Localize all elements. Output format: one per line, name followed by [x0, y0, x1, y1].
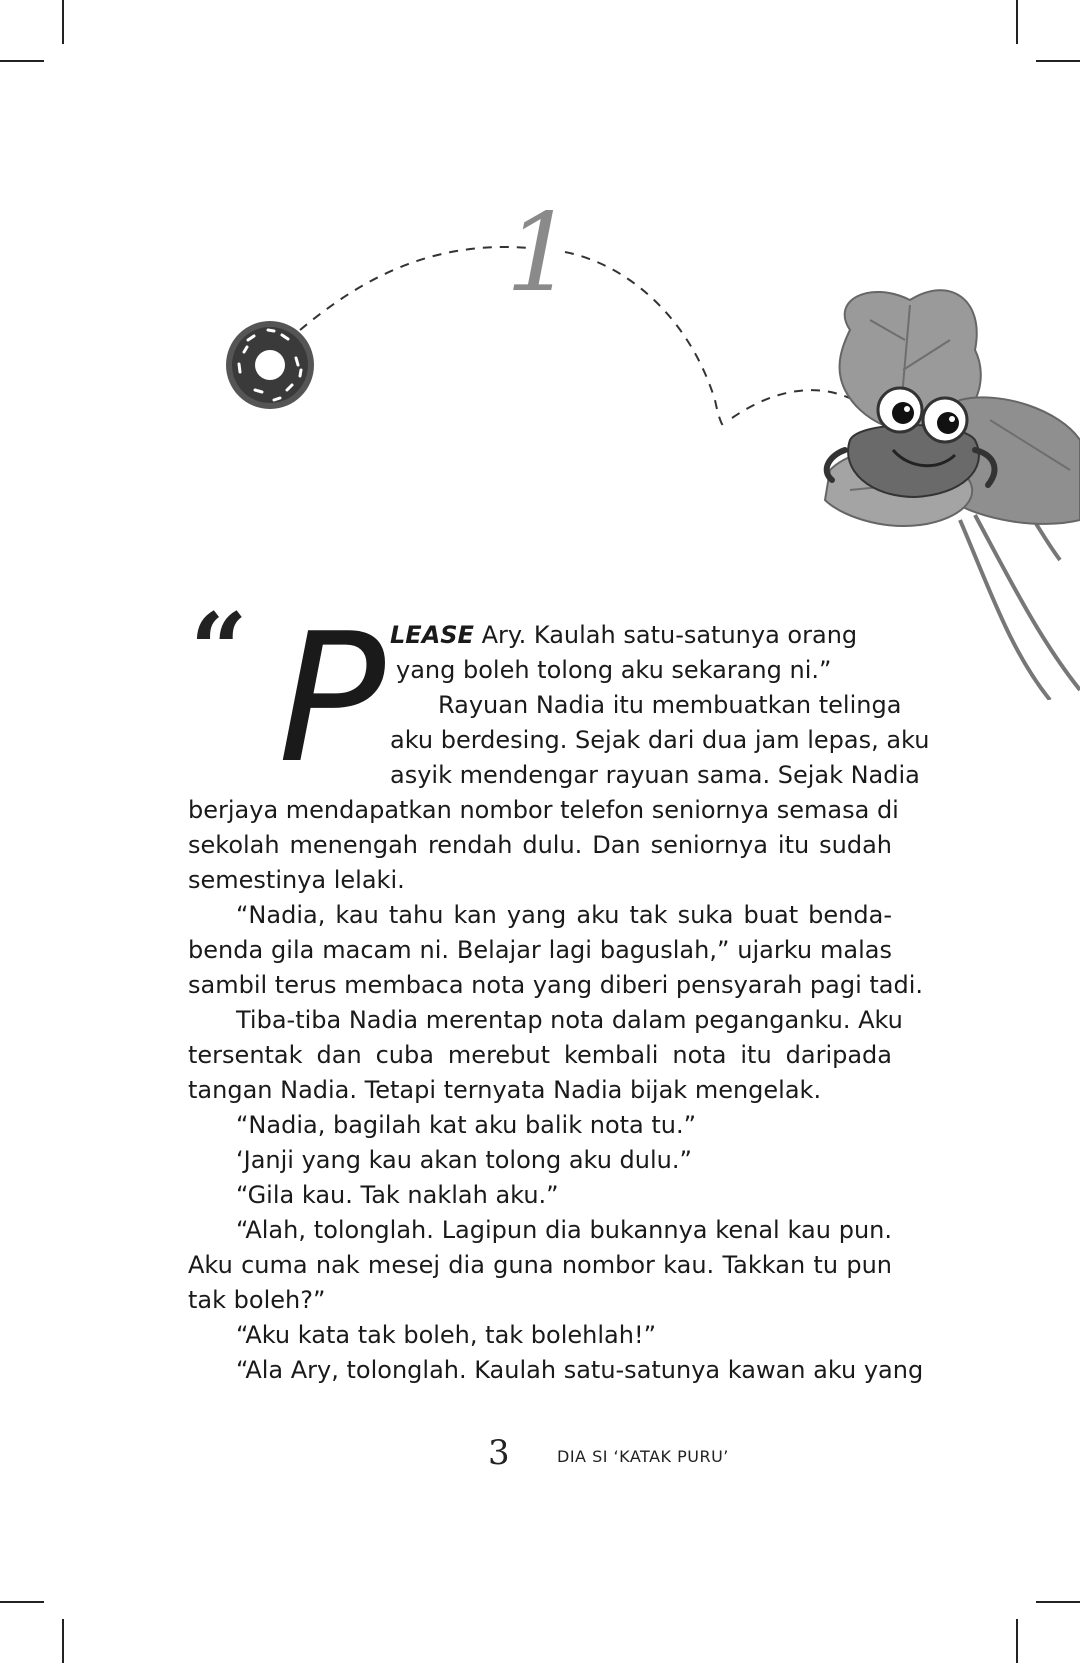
text-line: berjaya mendapatkan nombor telefon seniornya semasa di	[188, 796, 899, 824]
text-line: tersentak dan cuba merebut kembali nota itu daripada	[188, 1041, 892, 1069]
text-line: “Nadia, bagilah kat aku balik nota tu.”	[236, 1111, 697, 1139]
text-line: semestinya lelaki.	[188, 866, 405, 894]
drop-cap-letter: P	[278, 595, 386, 802]
crop-mark	[1016, 1619, 1018, 1663]
text-line: “Alah, tolonglah. Lagipun dia bukannya kenal kau pun.	[236, 1216, 892, 1244]
text-line: “Aku kata tak boleh, tak bolehlah!”	[236, 1321, 656, 1349]
text-line: asyik mendengar rayuan sama. Sejak Nadia	[390, 761, 920, 789]
text-line: sambil terus membaca nota yang diberi pensyarah pagi tadi.	[188, 971, 924, 999]
drop-cap-quote: “	[190, 591, 240, 709]
text-line: tangan Nadia. Tetapi ternyata Nadia bijak mengelak.	[188, 1076, 822, 1104]
donut-icon	[226, 321, 314, 409]
crop-mark	[0, 1601, 44, 1603]
crop-mark	[62, 1619, 64, 1663]
text-line: yang boleh tolong aku sekarang ni.”	[396, 656, 832, 684]
opening-word: LEASE	[390, 621, 474, 649]
text-line: Tiba-tiba Nadia merentap nota dalam peganganku. Aku	[236, 1006, 903, 1034]
text-line: “Gila kau. Tak naklah aku.”	[236, 1181, 559, 1209]
page-number: 3	[488, 1433, 510, 1473]
crop-mark	[1036, 1601, 1080, 1603]
text-line: LEASE Ary. Kaulah satu-satunya orang	[390, 621, 858, 649]
text-line: Aku cuma nak mesej dia guna nombor kau. Takkan tu pun	[188, 1251, 892, 1279]
text-line: “Nadia, kau tahu kan yang aku tak suka buat benda-	[236, 901, 892, 929]
dashed-path	[300, 247, 870, 428]
text-line: “Ala Ary, tolonglah. Kaulah satu-satunya kawan aku yang	[236, 1356, 924, 1384]
text-line: Rayuan Nadia itu membuatkan telinga	[438, 691, 902, 719]
text-line: benda gila macam ni. Belajar lagi baguslah,” ujarku malas	[188, 936, 892, 964]
text-line: tak boleh?”	[188, 1286, 326, 1314]
text-line: aku berdesing. Sejak dari dua jam lepas, aku	[390, 726, 930, 754]
text-line: ‘Janji yang kau akan tolong aku dulu.”	[236, 1146, 692, 1174]
leaf-stems	[960, 500, 1080, 700]
running-title: DIA SI ‘KATAK PURU’	[557, 1447, 729, 1466]
text-line: sekolah menengah rendah dulu. Dan seniornya itu sudah	[188, 831, 892, 859]
chapter-number: 1	[505, 191, 575, 316]
